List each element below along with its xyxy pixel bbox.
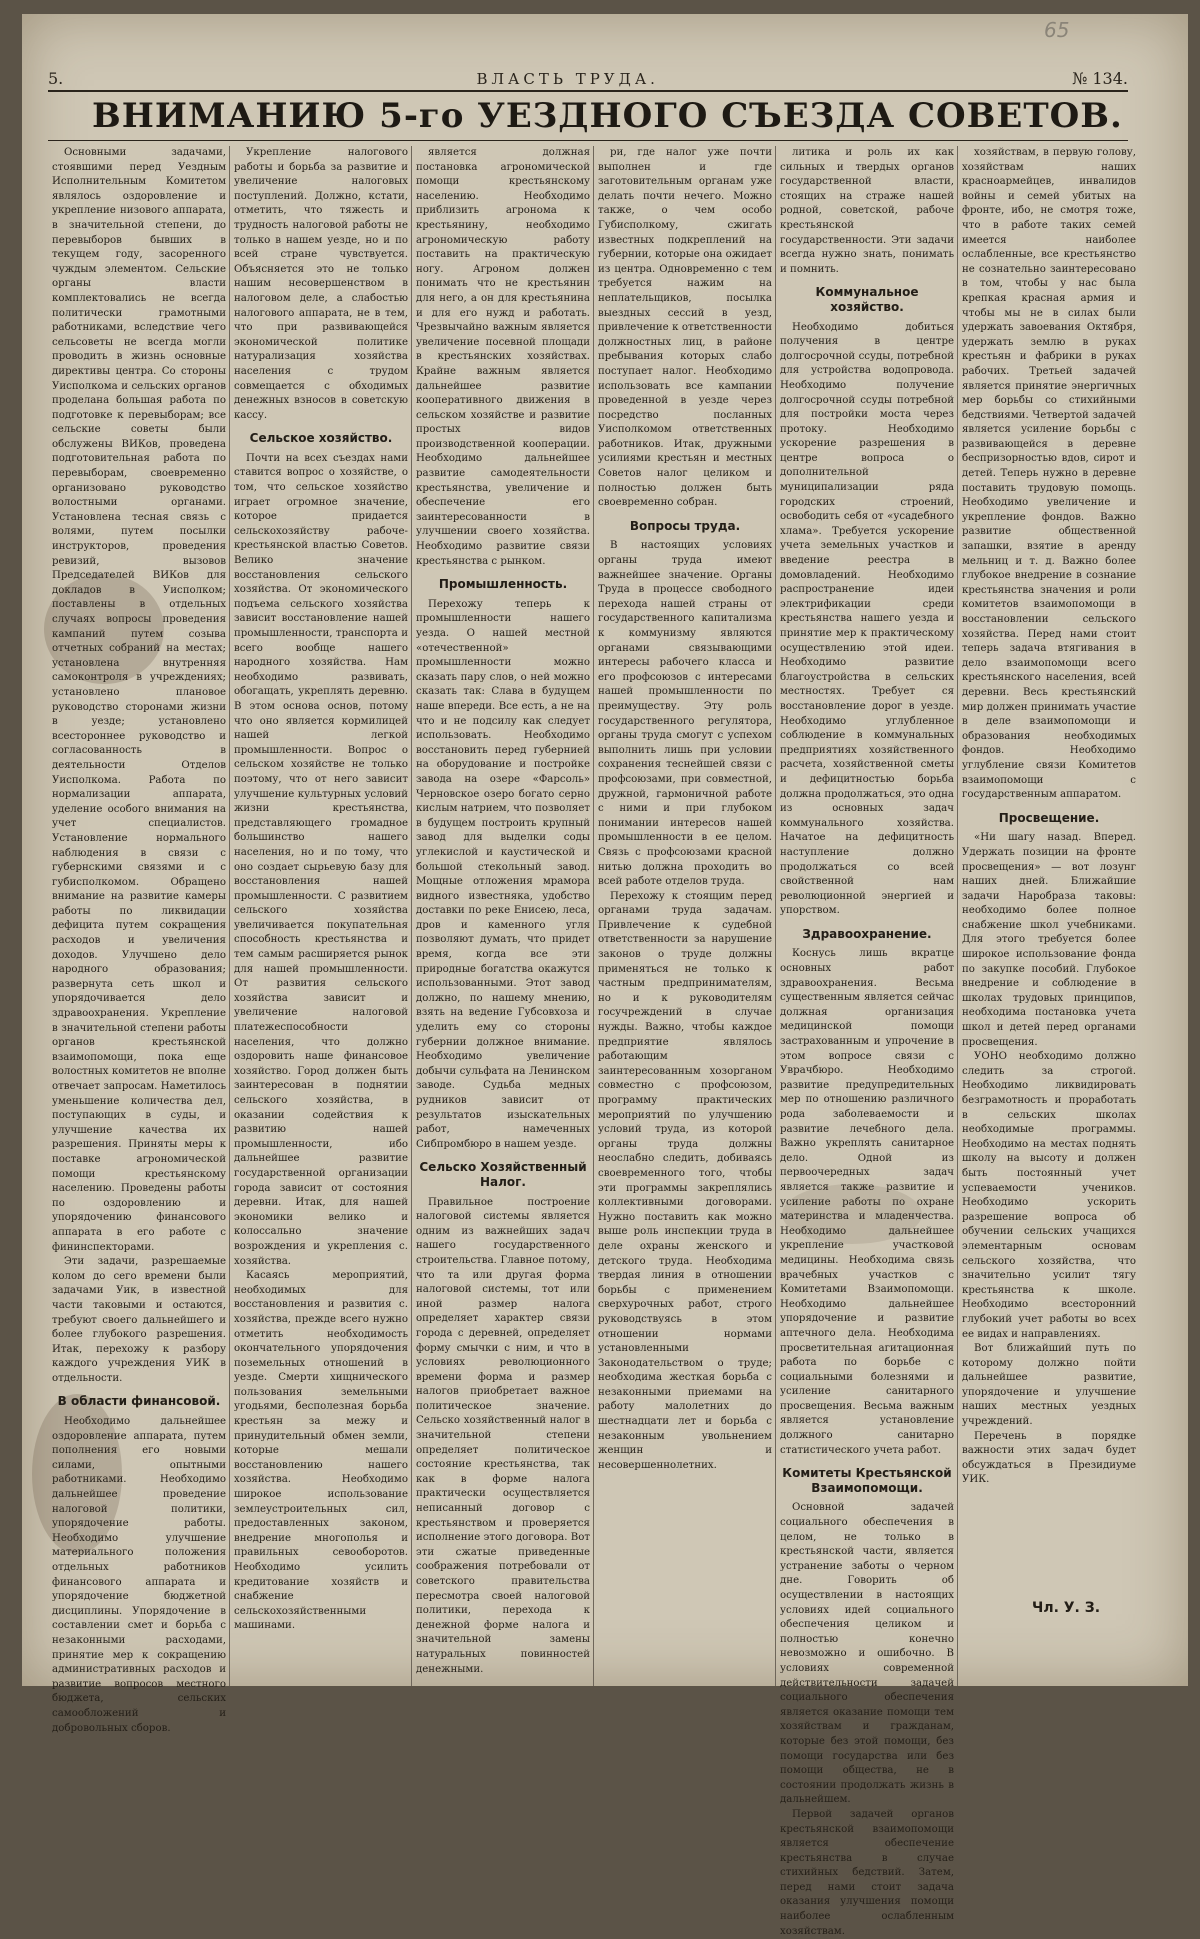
section-heading: Сельское хозяйство. — [249, 431, 393, 446]
paragraph: Перехожу к стоящим перед органами труда задачам. Привлечение к судебной ответственности за нарушение законов о труде должны применяться не только к частным предпринимателям, но и к руководителям госучреждений в случае нужды. Важно, чтобы каждое предприятие являлось работающим заинтересованным хозорганом совместно с профсоюзом, программу практических мероприятий по улучшению условий труда, из которой органы труда должны неослабно следить, добиваясь своевременного того, чтобы эти программы закреплялись коллективными договорами. Нужно поставить как можно выше роль инспекции труда в деле охраны женского и детского труда. Необходима твердая линия в отношении борьбы с применением сверхурочных работ, строго руководствуясь в этом отношении нормами установленными Законодательством о труде; необходима жесткая борьба с незаконными приемами на работу малолетних до шестнадцати лет и борьба с незаконным увольнением женщин и несовершеннолетних. — [598, 890, 772, 1471]
paragraph: Перехожу теперь к промышленности нашего уезда. О нашей местной «отечественной» промышленности можно сказать пару слов, о ней можно сказать так: Слава в будущем наше впереди. Все есть, а не на что и не подсилу как следует использовать. Необходимо восстановить перед губернией на оборудование и постройке завода на озере «Фарсоль» Черновское озеро богато серно кислым натрием, что позволяет в будущем построить крупный завод для выделки соды углекислой и каустической и большой стекольный завод. Мощные отложения мрамора видного известняка, удобство доставки по реке Енисею, леса, дров и каменного угля позволяют думать, что придет время, когда все эти природные богатства окажутся использованными. Этот завод должно, по нашему мнению, взять на ведение Губсовхоза и уделить ему со стороны губернии должное внимание. Необходимо увеличение добычи сульфата на Ленинском заводе. Судьба медных рудников зависит от результатов изыскательных работ, намеченных Сибпромбюро в нашем уезде. — [416, 598, 590, 1150]
paragraph: Первой задачей органов крестьянской взаимопомощи является обеспечение крестьянства в случае стихийных бедствий. Затем, перед нами стоит задача оказания улучшения помощи наиболее ослабленным хозяйствам. — [780, 1808, 954, 1937]
section-heading: В области финансовой. — [57, 1394, 221, 1409]
headline-rule — [48, 140, 1128, 141]
paragraph: Вот ближайший путь по которому должно пойти дальнейшее развитие, упорядочение и улучшение наших местных уездных учреждений. — [962, 1343, 1136, 1428]
section-heading: Здравоохранение. — [802, 926, 932, 941]
page-number: 5. — [48, 69, 64, 88]
paragraph: Основной задачей социального обеспечения в целом, не только в крестьянской части, является устранение заботы о черном дне. Говорить об осуществлении в настоящих условиях идей социального обеспечения целиком и полностью конечно невозможно и ошибочно. В условиях современной действительности задачей социального обеспечения является оказание помощи тем хозяйствам и гражданам, которые без этой помощи, без помощи государства или без помощи общества, не в состоянии продолжать жизнь в дальнейшем. — [780, 1502, 954, 1806]
column-divider — [593, 146, 594, 1686]
section-heading: Вопросы труда. — [629, 518, 741, 533]
paragraph: Необходимо дальнейшее оздоровление аппарата, путем пополнения его новыми силами, опытными работниками. Необходимо дальнейшее проведение налоговой политики, упорядочение работы. Необходимо улучшение материального положения отдельных работников финансового аппарата и упорядочение бюджетной дисциплины. Упорядочение в составлении смет и борьба с незаконными расходами, принятие мер к сокращению административных расходов и развитие вопросов местного бюджета, сельских самообложений и добровольных сборов. — [52, 1416, 226, 1734]
paragraph: В настоящих условиях органы труда имеют важнейшее значение. Органы Труда в процессе свободного перехода нашей страны от государственного капитализма к коммунизму являются органами связывающими интересы рабочего класса и его профсоюзов с интересами нашей промышленности по преимуществу. Эту роль государственного регулятора, органы труда смогут с успехом выполнить лишь при условии сохранения теснейшей связи с профсоюзами, при совместной, дружной, гармоничной работе с ними и при глубоком понимании интересов нашей промышленности в ее целом. Связь с профсоюзами красной нитью должна проходить во всей работе отделов труда. — [598, 540, 772, 888]
paragraph: «Ни шагу назад. Вперед. Удержать позиции на фронте просвещения» — вот лозунг наших дней. Ближайшие задачи Наробраза таковы: необходимо более полное снабжение школ учебниками. Для этого требуется более широкое использование фонда по закупке пособий. Глубокое внедрение и соблюдение в школах трудовых принципов, необходима постановка учета школ и детей перед органами просвещения. — [962, 832, 1136, 1048]
paragraph: является должная постановка агрономической помощи крестьянскому населению. Необходимо приблизить агронома к крестьянину, необходимо агрономическую работу поставить на практическую ногу. Агроном должен понимать что не крестьянин для него, а он для крестьянина и для его нужд и работать. Чрезвычайно важным является увеличение посевной площади в крестьянских хозяйствах. Крайне важным является дальнейшее развитие кооперативного движения в сельском хозяйстве и развитие простых видов производственной кооперации. Необходимо дальнейшее развитие самодеятельности крестьянства, увеличение и обеспечение его заинтересованности в улучшении своего хозяйства. Необходимо развитие связи крестьянства с рынком. — [416, 147, 590, 567]
paragraph: Основными задачами, стоявшими перед Уездным Исполнительным Комитетом являлось оздоровление и укрепление низового аппарата, в значительной степени, до перевыборов бывших в текущем году, засоренного чуждым элементом. Сельские органы власти комплектовались не всегда политически грамотными работниками, вследствие чего сельсоветы не всегда могли проводить в жизнь основные директивы центра. Со стороны Уисполкома и сельских органов проделана большая работа по подготовке к перевыборам; все сельские советы были обслужены ВИКов, проведена подготовительная работа по перевыборам, своевременно организовано руководство волостными органами. Установлена тесная связь с волями, путем посылки инструкторов, проведения ревизий, вызовов Председателей ВИКов для докладов в Уисполком; поставлены в отдельных случаях вопросы проведения кампаний путем созыва отчетных собраний на местах; установлена внутренняя самоконтроля в учреждениях; установлено плановое руководство сторонами жизни в уезде; установлено всестороннее руководство и согласованность в деятельности Отделов Уисполкома. Работа по нормализации аппарата, уделение особого внимания на учет специалистов. Установление нормального наблюдения в связи с губернскими связями и с губисполкомом. Обращено внимание на развитие камеры работы по ликвидации дефицита путем сокращения расходов и увеличения доходов. Улучшено дело народного образования; развернута сеть школ и упорядочивается дело здравоохранения. Укрепление в значительной степени работы органов крестьянской взаимопомощи, пока еще волостных комитетов не вполне отвечает запросам. Наметилось уменьшение количества дел, поступающих в суды, и улучшение качества их разрешения. Приняты меры к поставке агрономической помощи крестьянскому населению. Проведены работы по оздоровлению и упорядочению финансового аппарата в его работе с фининспекторами. — [52, 147, 226, 1253]
section-heading: Просвещение. — [998, 810, 1100, 825]
article-column-2 — [234, 146, 408, 1686]
section-heading: Коммунальное хозяйство. — [815, 285, 919, 314]
article-column-3 — [416, 146, 590, 1686]
paragraph: литика и роль их как сильных и твердых органов государственной власти, стоящих на страже нашей родной, советской, рабоче крестьянской государственности. Эти задачи всегда нужно знать, понимать и помнить. — [780, 147, 954, 275]
paragraph: Необходимо добиться получения в центре долгосрочной ссуды, потребной для устройства водопровода. Необходимо получение долгосрочной ссуды потребной для постройки моста через протоку. Необходимо ускорение разрешения в центре вопроса о дополнительной муниципализации ряда городских строений, освободить себя от «усадебного хлама». Требуется ускорение учета земельных участков и введение реестра в домовладений. Необходимо распространение идеи электрификации среди крестьянства нашего уезда и принятие мер к практическому осуществлению этой идеи. Необходимо развитие благоустройства в сельских местностях. Требует ся восстановление дорог в уезде. Необходимо углубленное соблюдение в коммунальных предприятиях хозяйственного расчета, хозяйственной сметы и дефицитностью борьба должна продолжаться, это одна из основных задач коммунального хозяйства. Начатое на дефицитность наступление должно продолжаться со всей свойственной нам революционной энергией и упорством. — [780, 321, 954, 917]
column-divider — [411, 146, 412, 1686]
column-divider — [229, 146, 230, 1686]
masthead-rule — [48, 90, 1128, 92]
headline: ВНИМАНИЮ 5-го УЕЗДНОГО СЪЕЗДА СОВЕТОВ. — [92, 96, 1123, 136]
issue-number: № 134. — [1072, 69, 1128, 88]
section-heading: Промышленность. — [438, 577, 568, 592]
paragraph: Перечень в порядке важности этих задач будет обсуждаться в Президиуме УИК. — [962, 1430, 1136, 1486]
article-columns — [52, 146, 1140, 1937]
paragraph: Касаясь мероприятий, необходимых для восстановления и развития с. хозяйства, прежде всего нужно отметить необходимость окончательного упорядочения поземельных отношений в уезде. Смерти хищнического пользования земельными угодьями, бесполезная борьба крестьян за межу и принудительный обмен земли, которые мешали восстановлению нашего хозяйства. Необходимо широкое использование землеустроительных сил, предоставленных законом, внедрение многополья и правильных севооборотов. Необходимо усилить кредитование хозяйств и снабжение сельскохозяйственными машинами. — [234, 1270, 408, 1632]
paragraph: УОНО необходимо должно следить за строгой. Необходимо ликвидировать безграмотность и проработать в сельских школах необходимые программы. Необходимо на местах поднять школу на высоту и должен быть постоянный учет успеваемости учеников. Необходимо ускорить разрешение вопроса об обучении сельских учащихся элементарным основам сельского хозяйства, что значительно усилит тягу крестьянства к школе. Необходимо всесторонний глубокий учет работы во всех ее видах и направлениях. — [962, 1051, 1136, 1340]
paragraph: Правильное построение налоговой системы является одним из важнейших задач нашего государственного строительства. Главное потому, что та или другая форма налоговой системы, тот или иной размер налога определяет характер связи города с деревней, определяет форму смычки с ним, и что в условиях революционного времени форма и размер налогов приобретает важное политическое значение. Сельско хозяйственный налог в значительной степени определяет политическое состояние крестьянства, так как в форме налога практически осуществляется неписанный договор с крестьянством и проверяется исполнение этого договора. Вот эти сжатые приведенные соображения потребовали от советского правительства пересмотра своей налоговой политики, перехода к денежной форме налога и значительной замены натуральных повинностей денежными. — [416, 1196, 590, 1675]
section-heading: Сельско Хозяйственный Налог. — [419, 1160, 587, 1189]
paragraph: Коснусь лишь вкратце основных работ здравоохранения. Весьма существенным является сейчас должная организация медицинской помощи застрахованным и упрочение в этом вопросе связи с Уврачбюро. Необходимо развитие предупредительных мер по отношению различного рода заболеваемости и развитие лечебного дела. Важно укреплять санитарное дело. Одной из первоочередных задач является также развитие и усиление работы по охране материнства и младенчества. Необходимо дальнейшее укрепление участковой медицины. Необходима связь врачебных участков с Комитетами Взаимопомощи. Необходимо дальнейшее упорядочение и развитие аптечного дела. Необходима просветительная агитационная работа по борьбе с социальными болезнями и усиление санитарного просвещения. Весьма важным является установление должного санитарно статистического учета работ. — [780, 948, 954, 1456]
signature: Чл. У. З. — [1032, 1600, 1101, 1616]
article-column-4 — [598, 146, 772, 1686]
article-column-5 — [780, 146, 954, 1937]
paragraph: Почти на всех съездах нами ставится вопрос о хозяйстве, о том, что сельское хозяйство играет огромное значение, которое придается сельскохозяйству рабоче-крестьянской властью Советов. Велико значение восстановления сельского хозяйства. От экономического подъема сельского хозяйства зависит восстановление нашей промышленности, транспорта и всего вообще нашего народного хозяйства. Нам необходимо развивать, обогащать, укреплять деревню. В этом основа основ, потому что оно является кормилицей нашей легкой промышленности. Вопрос о сельском хозяйстве не только поэтому, что от него зависит улучшение культурных условий жизни крестьянства, представляющего громадное большинство нашего населения, но и по тому, что оно создает сырьевую базу для восстановления нашей промышленности. С развитием сельского хозяйства увеличивается покупательная способность крестьянства и тем самым расширяется рынок для нашей промышленности. От развития сельского хозяйства зависит и увеличение налоговой платежеспособности населения, что должно оздоровить наше финансовое хозяйство. Город должен быть заинтересован в поднятии сельского хозяйства, в оказании содействия к развитию нашей промышленности, ибо дальнейшее развитие государственной организации города зависит от состояния деревни. Итак, для нашей экономики велико и колоссально значение возрождения и укрепления с. хозяйства. — [234, 452, 408, 1267]
masthead — [48, 60, 1128, 88]
newspaper-page — [22, 14, 1188, 1937]
newspaper-name: ВЛАСТЬ ТРУДА. — [476, 70, 659, 88]
paragraph: Эти задачи, разрешаемые колом до сего времени были задачами Уик, в известной части таковыми и остаются, требуют своего дальнейшего и более глубокого разрешения. Итак, перехожу к разбору каждого учреждения УИК в отдельности. — [52, 1256, 226, 1384]
column-divider — [775, 146, 776, 1686]
paragraph: ри, где налог уже почти выполнен и где заготовительным органам уже делать почти нечего. Можно также, о чем особо Губисполкому, сжигать известных подкреплений на губернии, которые она ожидает из центра. Одновременно с тем требуется нажим на неплательщиков, посылка выездных сессий в уезд, привлечение к ответственности должностных лиц, в районе пребывания которых слабо поступает налог. Необходимо использовать все кампании проведенной в уезде через посредство посланных Уисполкомом ответственных работников. Итак, дружными усилиями крестьян и местных Советов налог целиком и полностью должен быть своевременно собран. — [598, 147, 772, 509]
article-column-1 — [52, 146, 226, 1734]
archive-pencil-mark: 65 — [1044, 18, 1070, 42]
column-divider — [957, 146, 958, 1686]
section-heading: Комитеты Крестьянской Взаимопомощи. — [782, 1466, 952, 1495]
article-column-6 — [962, 146, 1136, 1686]
paragraph: Укрепление налогового работы и борьба за развитие и увеличение налоговых поступлений. Должно, кстати, отметить, что тяжесть и трудность налоговой работы не только в нашем уезде, но и по всей стране чувствуется. Объясняется это не только нашим несовершенством в налоговом деле, а слабостью налогового аппарата, не в тем, что при развивающейся экономической политике натурализация хозяйства населения с трудом совмещается с обходимых денежных взносов в советскую кассу. — [234, 147, 408, 421]
paragraph: хозяйствам, в первую голову, хозяйствам наших красноармейцев, инвалидов войны и семей убитых на фронте, ибо, не смотря тоже, что в работе таких семей имеется наиболее ослабленные, все крестьянство не сознательно заинтересовано в том, чтобы у нас была крепкая красная армия и чтобы мы не в силах были удержать завоевания Октября, удержать землю в руках крестьян и фабрики в руках рабочих. Третьей задачей является принятие энергичных мер борьбы со стихийными бедствиями. Четвертой задачей является усиление борьбы с развивающейся в деревне беспризорностью вдов, сирот и детей. Теперь нужно в деревне поставить трудовую помощь. Необходимо увеличение и укрепление фондов. Важно развитие общественной запашки, взятие в аренду мельниц и т. д. Важно более глубокое внедрение в сознание крестьянства значения и роли комитетов взаимопомощи в восстановлении сельского хозяйства. Перед нами стоит теперь задача втягивания в дело взаимопомощи всего крестьянского населения, всей деревни. Весь крестьянский мир должен принимать участие в деле взаимопомощи и образования необходимых фондов. Необходимо углубление связи Комитетов взаимопомощи с государственным аппаратом. — [962, 147, 1136, 801]
